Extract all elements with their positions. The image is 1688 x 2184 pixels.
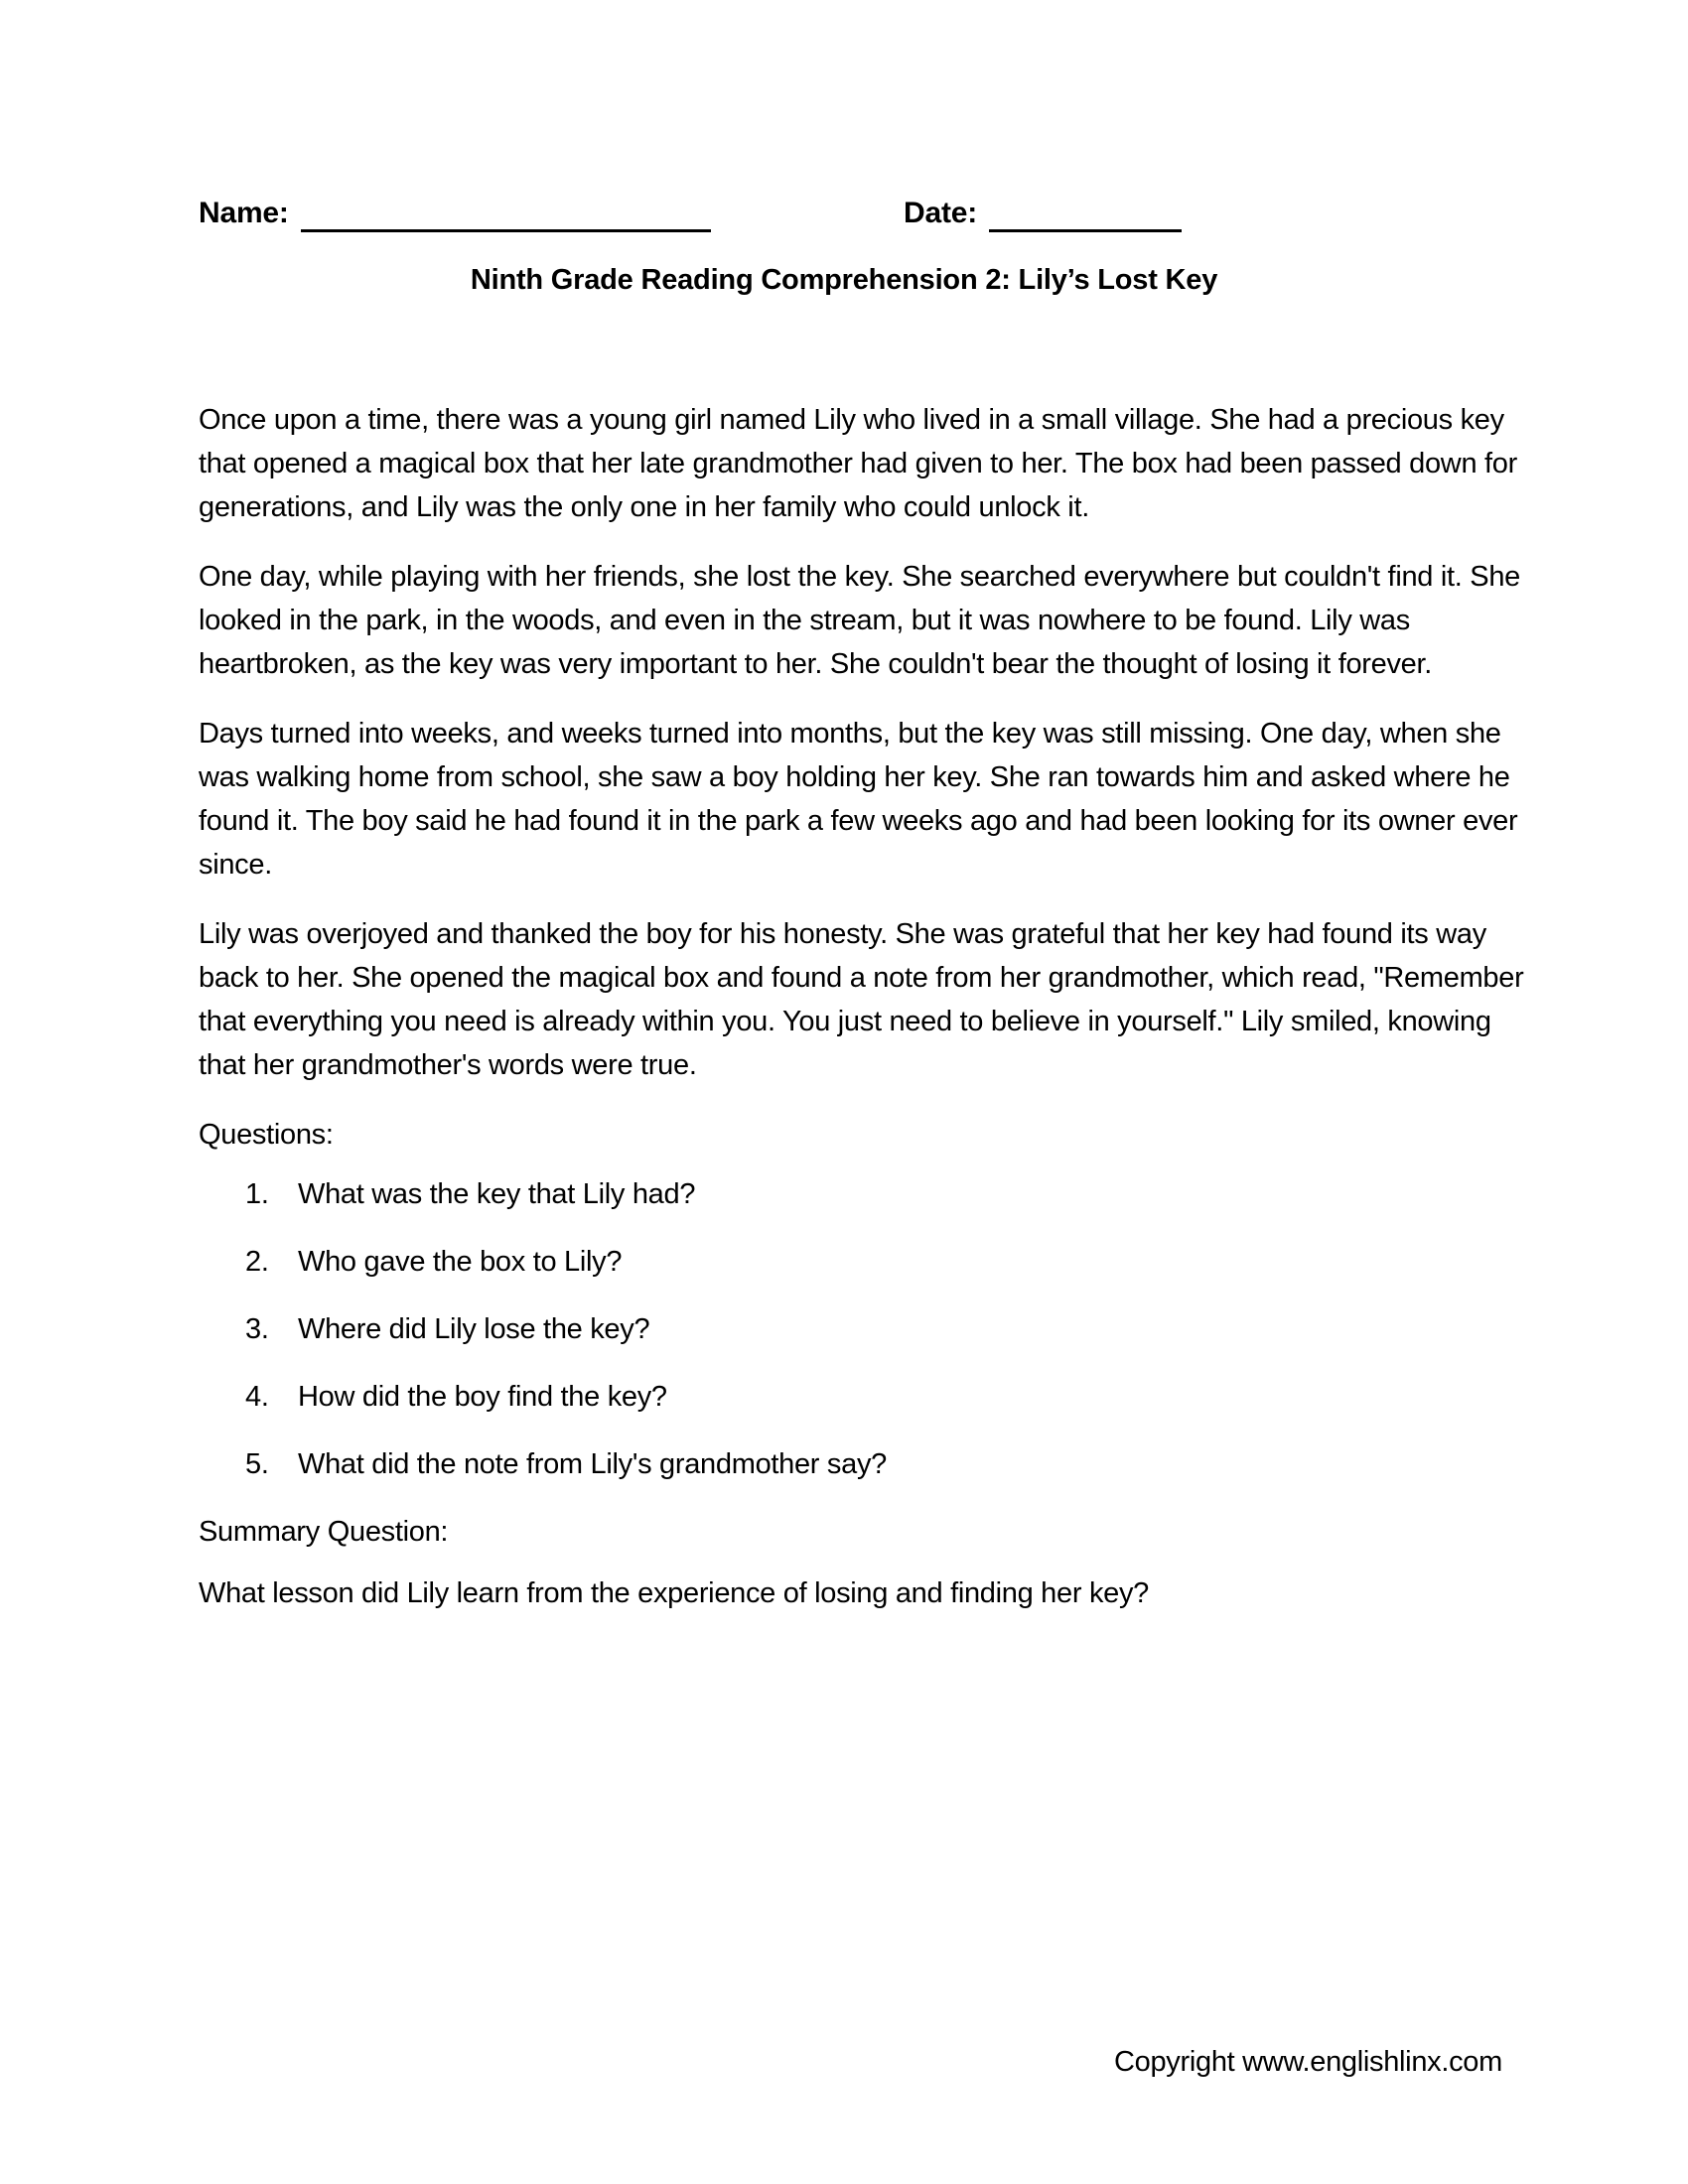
name-field-blank[interactable] [301,228,711,232]
question-text: What did the note from Lily's grandmother say? [298,1448,887,1480]
question-number: 2. [245,1246,269,1278]
question-number: 4. [245,1381,269,1413]
question-text: Where did Lily lose the key? [298,1313,650,1345]
name-label: Name: [199,197,289,229]
page-title: Ninth Grade Reading Comprehension 2: Lily’s Lost Key [470,264,1218,296]
question-text: What was the key that Lily had? [298,1178,696,1210]
date-field-blank[interactable] [989,228,1182,232]
copyright-notice: Copyright www.englishlinx.com [1113,2046,1502,2078]
story-paragraph: One day, while playing with her friends, she lost the key. She searched everywhere but couldn't find it. She looked in the park, in the woods, and even in the stream, but it was nowhere to be found. Lily was heartbroken, as the key was very important to her. She couldn't bear the thought of losing it forever. [199,561,1520,680]
question-list [199,1172,1534,1486]
question-item [199,1442,1534,1486]
question-number: 1. [245,1178,269,1210]
question-item [199,1172,1534,1216]
story-paragraph: Once upon a time, there was a young girl named Lily who lived in a small village. She had a precious key that opened a magical box that her late grandmother had given to her. The box had been passed down for generations, and Lily was the only one in her family who could unlock it. [199,404,1517,523]
story-paragraph: Lily was overjoyed and thanked the boy for his honesty. She was grateful that her key had found its way back to her. She opened the magical box and found a note from her grandmother, which read, "Remember that everything you need is already within you. You just need to believe in yourself." Lily smiled, knowing that her grandmother's words were true. [199,918,1524,1081]
story-paragraph: Days turned into weeks, and weeks turned into months, but the key was still missing. One day, when she was walking home from school, she saw a boy holding her key. She ran towards him and asked where he found it. The boy said he had found it in the park a few weeks ago and had been looking for its owner ever since. [199,718,1518,881]
question-text: Who gave the box to Lily? [298,1246,623,1278]
date-field [904,197,1182,232]
question-number: 3. [245,1313,269,1345]
header-row [199,197,1524,246]
question-text: How did the boy find the key? [298,1381,667,1413]
worksheet-content [199,398,1534,1615]
summary-question-text: What lesson did Lily learn from the experience of losing and finding her key? [199,1577,1150,1609]
date-label: Date: [904,197,978,229]
summary-question-heading: Summary Question: [199,1516,449,1548]
questions-heading: Questions: [199,1119,334,1151]
question-item [199,1307,1534,1351]
question-item [199,1240,1534,1284]
question-number: 5. [245,1448,269,1480]
question-item [199,1375,1534,1419]
name-field [199,197,711,232]
